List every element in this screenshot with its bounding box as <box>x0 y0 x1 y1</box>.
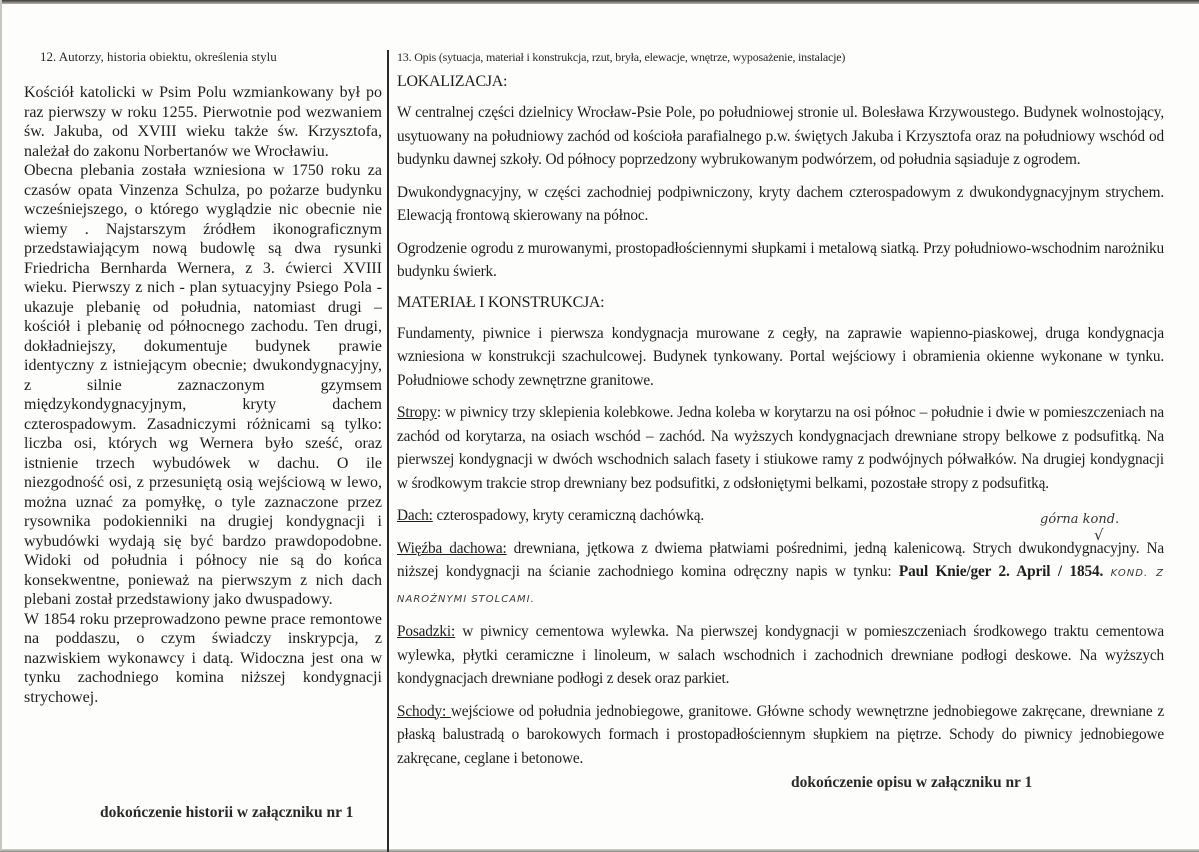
history-paragraph-1: Kościół katolicki w Psim Polu wzmiankowany był po raz pierwszy w roku 1255. Pierwotnie pod wezwaniem św. Jakuba, od XVIII wieku także św. Krzysztofa, należał do zakonu Norbertanów we Wrocławiu. <box>24 84 382 160</box>
wiezba-text-2: Strych dwukondygnacyjny. Na niższej kondygnacji na ścianie zachodniego komina odręczny napis w tynku: <box>397 539 1165 580</box>
description-section-header: 13. Opis (sytuacja, materiał i konstrukcja, rzut, bryła, elewacje, wnętrze, wyposażenie, instalacje) <box>397 50 846 64</box>
history-paragraph-2: Obecna plebania została wzniesiona w 1750 roku za czasów opata Vinzenza Schulza, po pożarze budynku wcześniejszego, o którego wyglądzie nic obecnie nie wiemy . Najstarszym źródłem ikonograficznym przedstawiającym nową budowlę są dwa rysunki Friedricha Bernharda Wernera, z 3. ćwierci XVIII wieku. Pierwszy z nich - plan sytuacyjny Psiego Pola - ukazuje plebanię od południa, natomiast drugi – kościół i plebanię od północnego zachodu. Ten drugi, dokładniejszy, dokumentuje budynek prawie identyczny z istniejącym obecnie; dwukondygnacyjny, z silnie zaznaczonym gzymsem międzykondygnacyjnym, kryty dachem czterospadowym. Zasadniczymi różnicami są tylko: liczba osi, których wg Wernera było sześć, oraz istnienie trzech wybudówek w dachu. O ile niezgodność osi, z przesuniętą osią wejściową w lewo, można uznać za pomyłkę, o tyle zaznaczone przez rysownika podokienniki na drugiej kondygnacji i wybudówki wydają się być bardzo prawdopodobne. Widoki od południa i północy nie są do końca konsekwentne, ponieważ na pierwszym z nich dach plebani został przedstawiony jako dwuspadowy. <box>24 162 382 608</box>
schody-paragraph <box>397 700 1164 771</box>
wiezba-paragraph <box>397 537 1164 612</box>
handwritten-annotation-above: górna kond. <box>1040 512 1120 527</box>
scan-left-edge <box>0 0 2 852</box>
lokalizacja-heading: LOKALIZACJA: <box>397 73 508 90</box>
handwritten-check-mark-icon: √ <box>1094 526 1104 544</box>
lokalizacja-paragraph-2: Dwukondygnacyjny, w części zachodniej podpiwniczony, kryty dachem czterospadowym z dwukondygnacyjnym strychem. Elewacją frontową skierowany na północ. <box>397 183 1164 224</box>
lokalizacja-paragraph-3: Ogrodzenie ogrodu z murowanymi, prostopadłościennymi słupkami i metalową siatką. Przy południowo-wschodnim narożniku budynku świerk. <box>397 239 1164 280</box>
material-intro: Fundamenty, piwnice i pierwsza kondygnacja murowane z cegły, na zaprawie wapienno-piaskowej, druga kondygnacja wzniesiona w konstrukcji szachulcowej. Budynek tynkowany. Portal wejściowy i obramienia okienne wykonane w tynku. Południowe schody zewnętrzne granitowe. <box>397 324 1164 389</box>
history-section-header: 12. Autorzy, historia obiektu, określenia stylu <box>40 49 277 64</box>
wiezba-inscription: Paul Knie/ger 2. April / 1854. <box>898 563 1104 580</box>
stropy-text: : w piwnicy trzy sklepienia kolebkowe. Jedna koleba w korytarzu na osi północ – południe i dwie w pomieszczeniach na zachód od korytarza, na osiach wschód – zachód. Na wyższych kondygnacjach drewniane stropy belkowe z podsufitką. Na pierwszej kondygnacji w dwóch wschodnich salach fasety i stiukowe ramy z podwójnych półwałków. Na drugiej kondygnacji w środkowym trakcie strop drewniany bez podsufitki, z odsłoniętymi belkami, pozostałe stropy z podsufitką. <box>397 404 1164 492</box>
lokalizacja-paragraph-1: W centralnej części dzielnicy Wrocław-Psie Pole, po południowej stronie ul. Bolesława Krzywoustego. Budynek wolnostojący, usytuowany na południowy zachód od kościoła parafialnego p.w. świętych Jakuba i Krzysztofa oraz na południowy wschód od budynku dawnej szkoły. Od północy poprzedzony wybrukowanym podwórzem, od południa sąsiaduje z ogrodem. <box>397 104 1164 168</box>
history-paragraph-3: W 1854 roku przeprowadzono pewne prace remontowe na poddaszu, o czym świadczy inskrypcja, z nazwiskiem wykonawcy i datą. Widoczna jest ona w tynku zachodniego komina niższej kondygnacji strychowej. <box>24 610 382 706</box>
posadzki-text: w piwnicy cementowa wylewka. Na pierwszej kondygnacji w pomieszczeniach środkowego traktu cementowa wylewka, płytki ceramiczne i linoleum, w salach wschodnich i zachodnich drewniane podłogi deskowe. Na wyższych kondygnacjach drewniane podłogi z desek oraz parkiet. <box>397 623 1164 687</box>
column-divider <box>387 50 389 852</box>
description-continuation-note: dokończenie opisu w załączniku nr 1 <box>791 774 1033 791</box>
history-column <box>24 48 382 707</box>
description-column <box>397 48 1164 779</box>
stropy-label: Stropy <box>397 404 437 421</box>
history-continuation-note: dokończenie historii w załączniku nr 1 <box>100 804 354 821</box>
material-heading: MATERIAŁ I KONSTRUKCJA: <box>397 293 605 311</box>
wiezba-label: Więźba dachowa: <box>397 539 507 557</box>
schody-text: wejściowe od południa jednobiegowe, granitowe. Główne schody wewnętrzne jednobiegowe zakręcane, drewniane z płaską balustradą o barokowych formach i prostopadłościennym słupkiem na piętrze. Schody do piwnicy jednobiegowe zakręcane, ceglane i betonowe. <box>397 702 1164 767</box>
wiezba-text: drewniana, jętkowa z dwiema płatwiami pośrednimi, jedną kalenicową. <box>506 539 966 557</box>
posadzki-label: Posadzki: <box>397 623 456 640</box>
schody-label: Schody: <box>397 702 451 720</box>
scan-top-edge <box>0 0 1199 4</box>
posadzki-paragraph <box>397 620 1164 691</box>
stropy-paragraph <box>397 401 1164 495</box>
dach-text: czterospadowy, kryty ceramiczną dachówką. <box>432 507 705 524</box>
dach-label: Dach: <box>397 507 433 524</box>
handwritten-note: KOND. Z NAROŻNYMI STOLCAMI. <box>397 568 1164 605</box>
